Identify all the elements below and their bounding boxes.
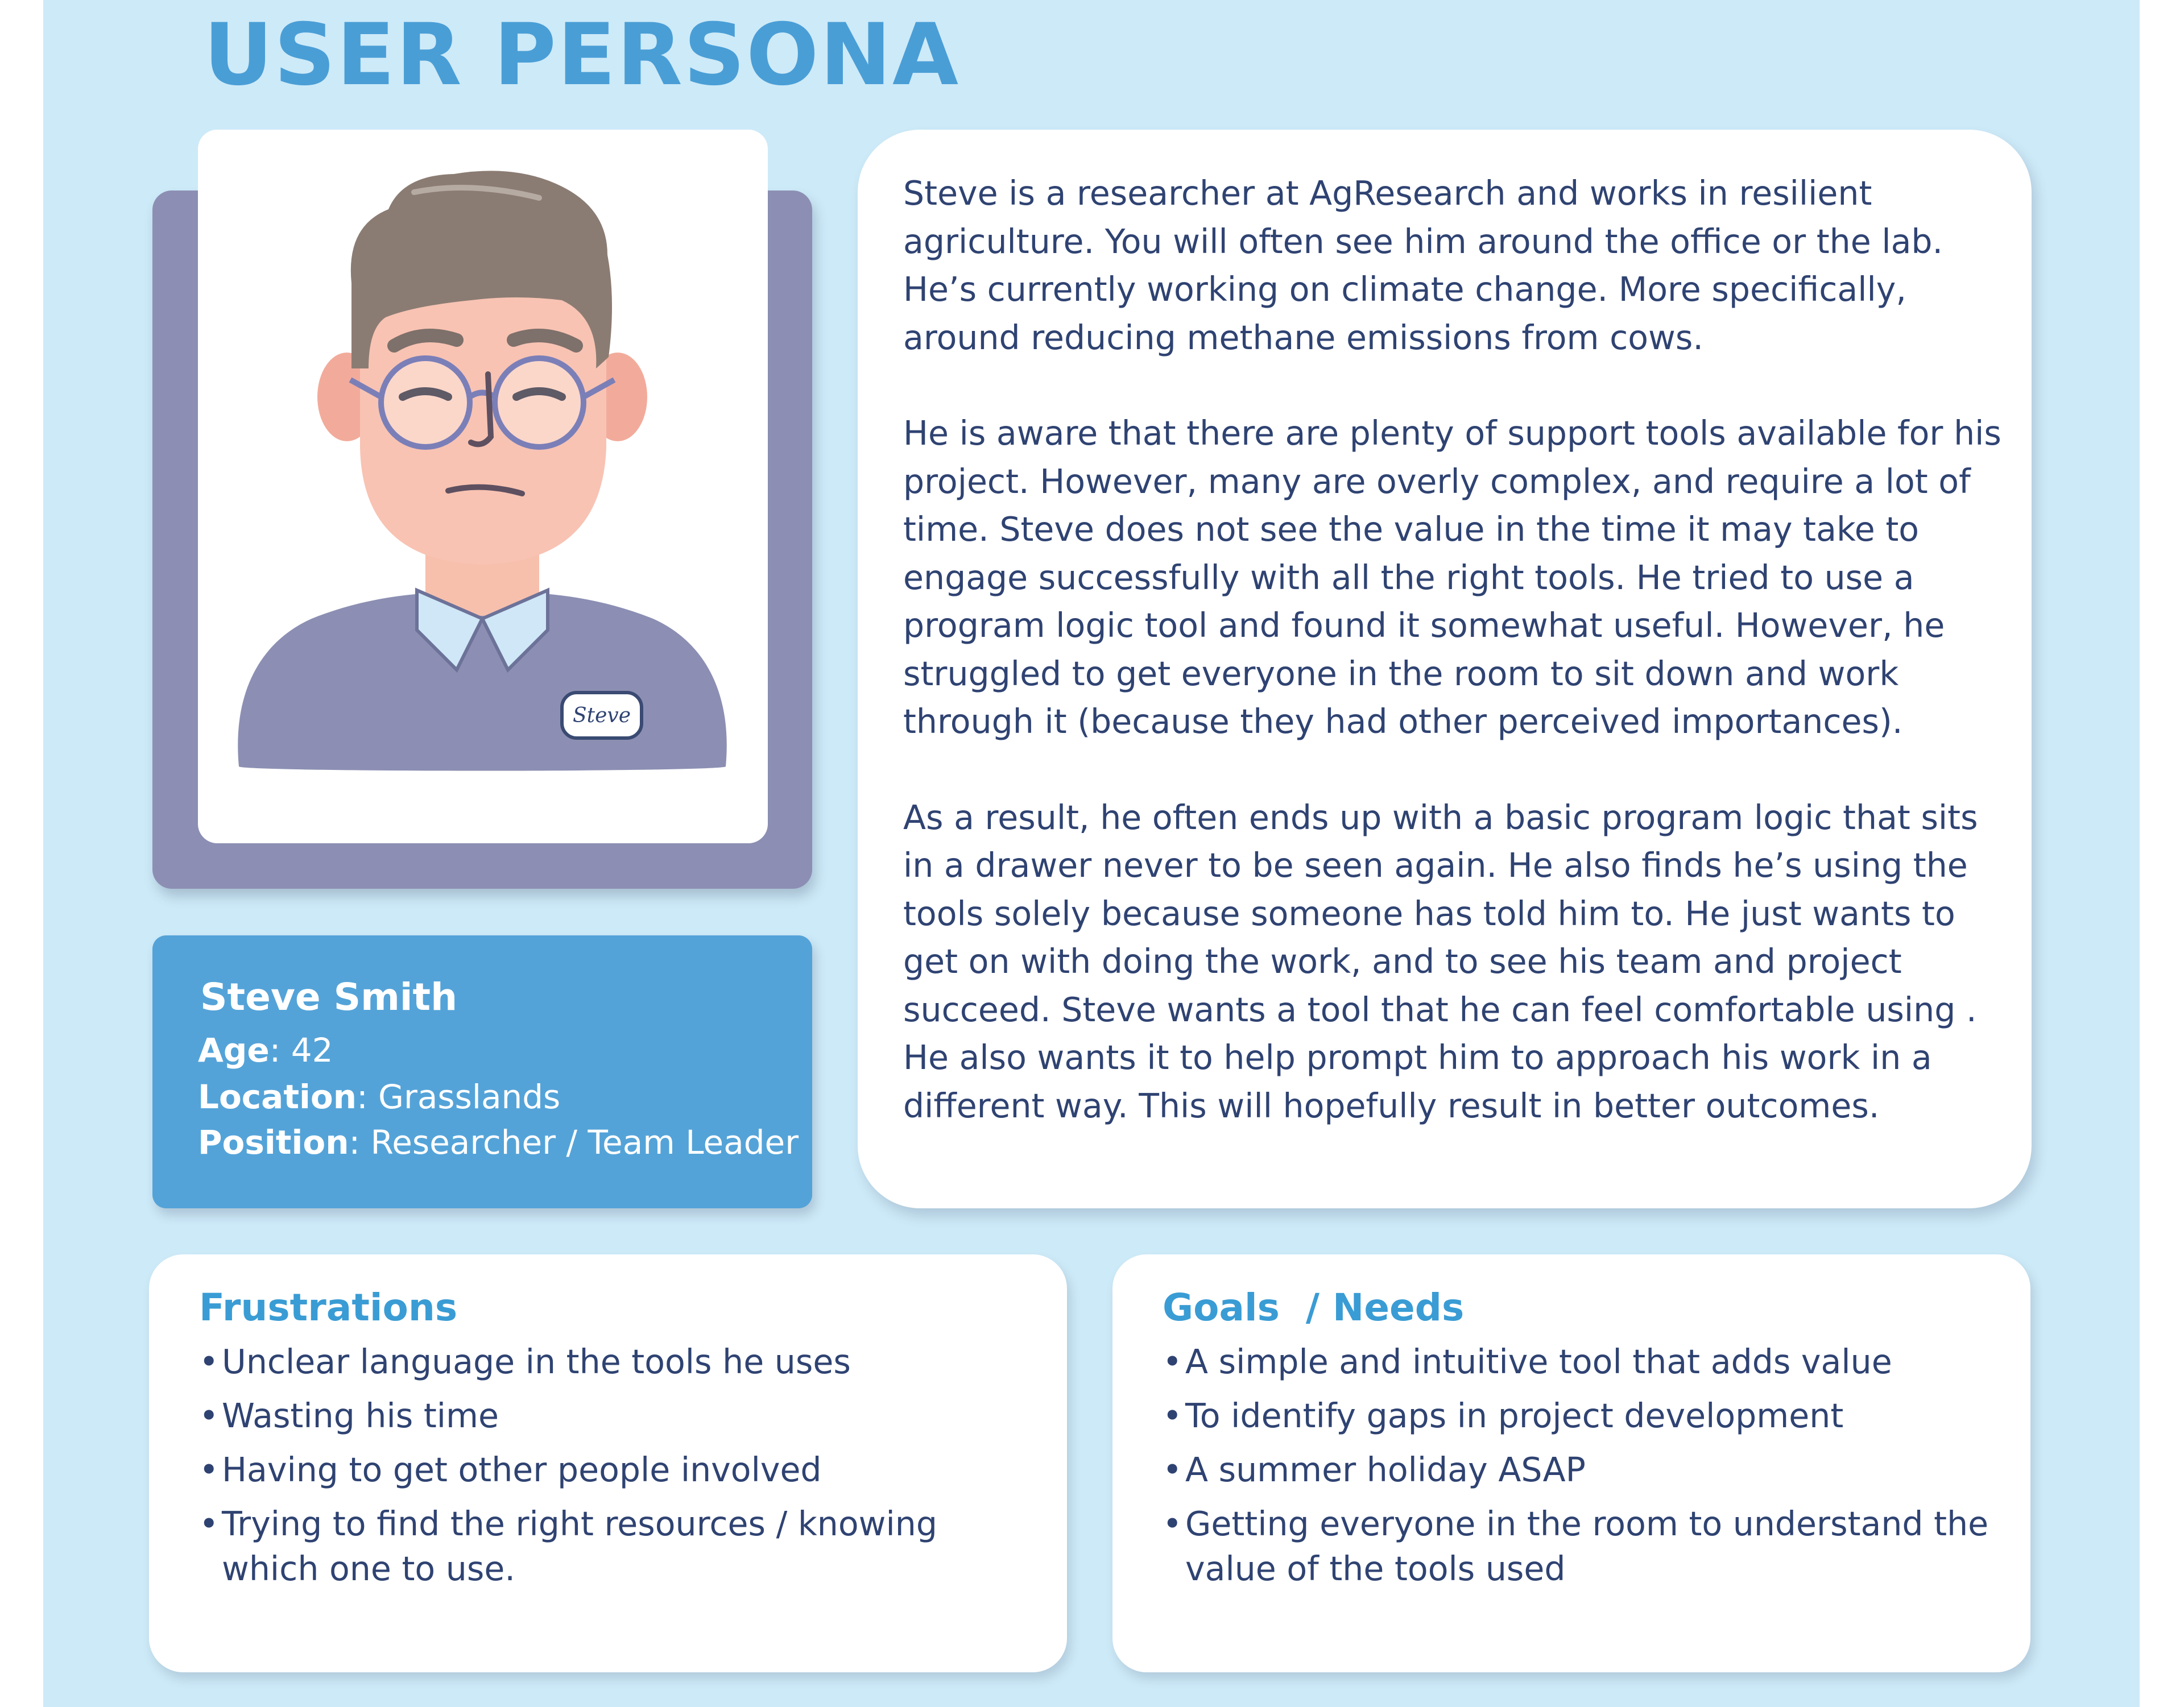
page-title: USER PERSONA <box>204 6 960 105</box>
location-value: : Grasslands <box>357 1078 561 1116</box>
location-label: Location <box>198 1078 357 1116</box>
list-item: • A summer holiday ASAP <box>1160 1448 2002 1493</box>
list-item: • To identify gaps in project development <box>1160 1394 2002 1439</box>
age-row <box>198 1031 333 1070</box>
avatar <box>198 130 768 843</box>
frustrations-card <box>149 1254 1067 1672</box>
bio-paragraph: Steve is a researcher at AgResearch and works in resilient agriculture. You will often see him around the office or the lab. He’s currently working on climate change. More specifically, around reducing methane emissions from cows. <box>903 174 1943 357</box>
goals-card <box>1112 1254 2030 1672</box>
location-row <box>198 1078 560 1116</box>
position-value: : Researcher / Team Leader <box>349 1123 799 1162</box>
persona-name: Steve Smith <box>200 975 458 1019</box>
list-item: • Wasting his time <box>197 1394 1039 1439</box>
bio-text <box>903 169 2012 1178</box>
goals-title: Goals / Needs <box>1163 1286 1465 1329</box>
position-row <box>198 1123 799 1162</box>
identity-card <box>152 935 812 1208</box>
position-label: Position <box>198 1123 349 1162</box>
list-item: • Unclear language in the tools he uses <box>197 1340 1039 1385</box>
age-value: : 42 <box>269 1031 333 1070</box>
list-item: • Getting everyone in the room to understand the value of the tools used <box>1160 1502 2002 1592</box>
age-label: Age <box>198 1031 270 1070</box>
avatar-card <box>198 130 768 843</box>
frustrations-title: Frustrations <box>199 1286 458 1329</box>
goals-list <box>1160 1340 2002 1601</box>
bio-paragraph: He is aware that there are plenty of support tools available for his project. However, many are overly complex, and require a lot of time. Steve does not see the value in the time it may take to engage successfully with all the right tools. He tried to use a program logic tool and found it somewhat useful. However, he struggled to get everyone in the room to sit down and work through it (because they had other perceived importances). <box>903 414 2001 741</box>
list-item: • Trying to find the right resources / knowing which one to use. <box>197 1502 1039 1592</box>
glasses-lens-left <box>381 358 470 447</box>
bio-paragraph: As a result, he often ends up with a basic program logic that sits in a drawer never to be seen again. He also finds he’s using the tools solely because someone has told him to. He just wants to get on with doing the work, and to see his team and project succeed. Steve wants a tool that he can feel comfortable using . He also wants it to help prompt him to approach his work in a different way. This will hopefully result in better outcomes. <box>903 798 1978 1125</box>
glasses-lens-right <box>495 358 584 447</box>
bio-card <box>858 130 2032 1208</box>
list-item: • Having to get other people involved <box>197 1448 1039 1493</box>
frustrations-list <box>197 1340 1039 1601</box>
name-badge-text: Steve <box>572 704 631 727</box>
list-item: • A simple and intuitive tool that adds value <box>1160 1340 2002 1385</box>
